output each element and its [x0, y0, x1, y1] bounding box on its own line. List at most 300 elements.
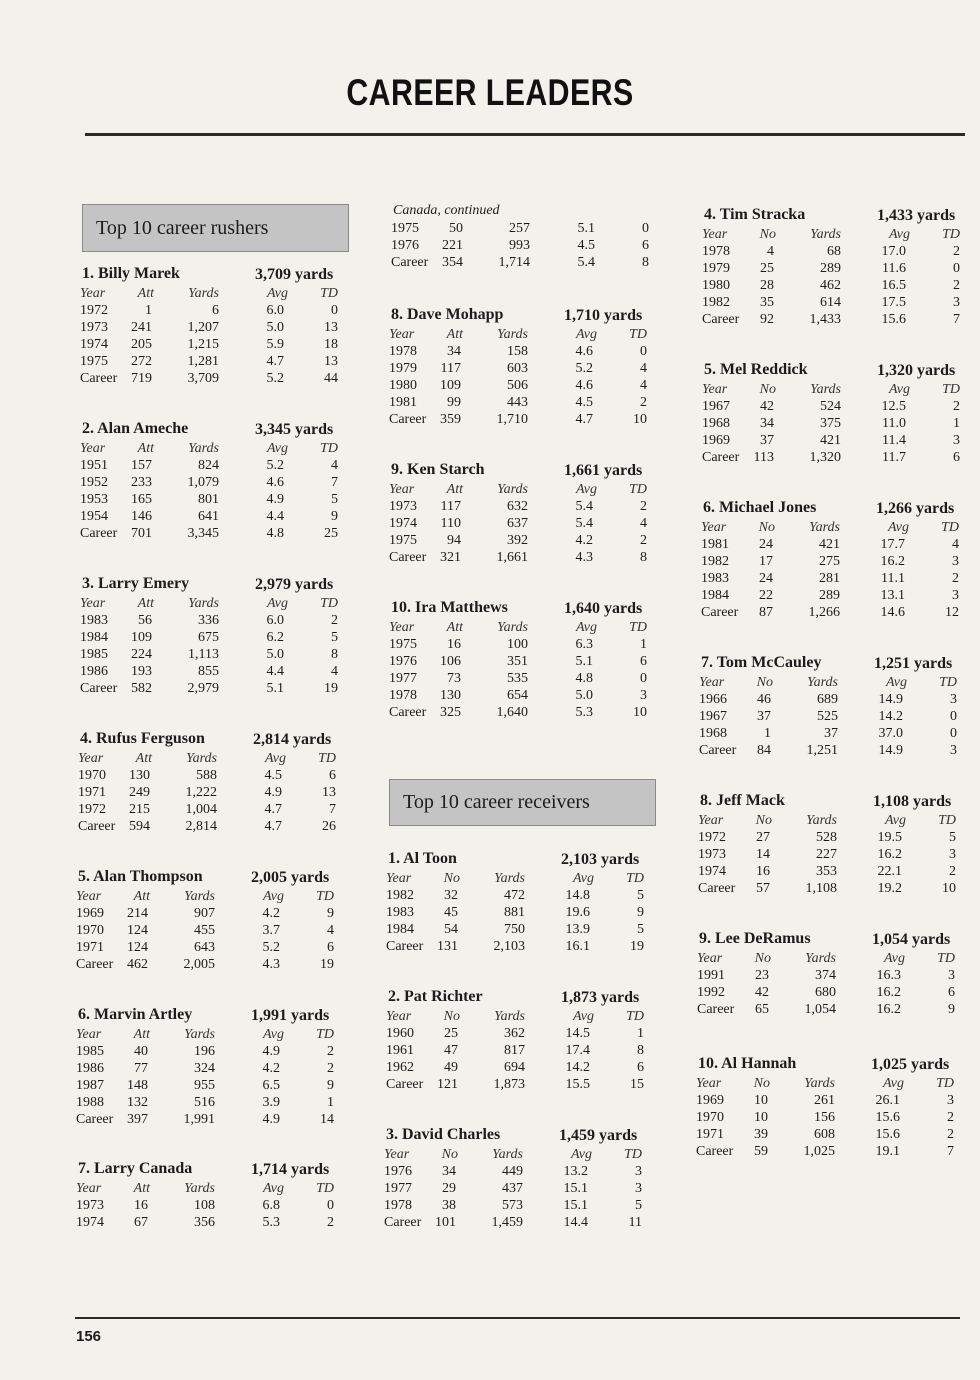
stat-cell: 205 [131, 337, 152, 353]
season-row [702, 432, 964, 449]
season-row [389, 515, 651, 532]
season-row [702, 243, 964, 260]
stat-cell: 1,222 [185, 785, 217, 801]
stat-cell: 1 [327, 1095, 334, 1111]
column-header: No [756, 675, 773, 690]
stat-cell: 4 [331, 664, 338, 680]
stat-cell: 9 [331, 509, 338, 525]
column-header-row [78, 750, 340, 767]
player-stat-block [386, 850, 648, 955]
stat-cell: 701 [131, 526, 152, 542]
stat-cell: 1,207 [187, 320, 219, 336]
stat-cell: 130 [440, 688, 461, 704]
stat-cell: 0 [640, 344, 647, 360]
stat-cell: 4.2 [262, 1061, 280, 1077]
player-name: 6. Marvin Artley [78, 1006, 193, 1023]
stat-cell: 1 [953, 416, 960, 432]
player-header [702, 361, 964, 381]
stat-cell: 5.3 [262, 1215, 280, 1231]
column-header: No [753, 1076, 770, 1091]
column-header: No [441, 1147, 458, 1162]
column-header: Avg [263, 1181, 284, 1196]
stat-cell: 719 [131, 371, 152, 387]
stat-cell: 1,215 [187, 337, 219, 353]
column-header-row [386, 1008, 648, 1025]
column-header: Yards [184, 889, 215, 904]
stat-cell: 4 [640, 516, 647, 532]
stat-cell: 1973 [76, 1198, 104, 1214]
column-header: TD [941, 520, 959, 535]
column-header: Att [135, 751, 152, 766]
stat-cell: 4.9 [266, 492, 284, 508]
stat-cell: Career [386, 939, 424, 955]
stat-cell: 249 [129, 785, 150, 801]
stat-cell: 4.2 [262, 906, 280, 922]
stat-cell: 3 [640, 688, 647, 704]
stat-cell: Career [389, 412, 427, 428]
stat-cell: 16.3 [876, 968, 901, 984]
stat-cell: 1979 [702, 261, 730, 277]
stat-cell: 4.7 [575, 412, 593, 428]
stat-cell: 1973 [389, 499, 417, 515]
stat-cell: 25 [760, 261, 774, 277]
stat-cell: 525 [817, 709, 838, 725]
stat-cell: 5.1 [577, 221, 595, 236]
season-row [384, 1197, 646, 1214]
column-header: Yards [807, 675, 838, 690]
stat-cell: 353 [816, 864, 837, 880]
stat-cell: 117 [440, 361, 461, 377]
stat-cell: 34 [760, 416, 774, 432]
column-header: TD [320, 286, 338, 301]
column-header: Att [137, 286, 154, 301]
stat-cell: 49 [444, 1060, 458, 1076]
stat-cell: 221 [442, 238, 463, 254]
column-header: TD [316, 1027, 334, 1042]
stat-cell: 5.0 [575, 688, 593, 704]
stat-cell: 22 [759, 588, 773, 604]
column-header: TD [318, 751, 336, 766]
stat-cell: 1 [764, 726, 771, 742]
stat-cell: 77 [134, 1061, 148, 1077]
stat-cell: 14.4 [563, 1215, 588, 1231]
stat-cell: 1971 [78, 785, 106, 801]
column-header: TD [320, 596, 338, 611]
player-name: 3. Larry Emery [82, 575, 190, 592]
stat-cell: 4.6 [575, 378, 593, 394]
stat-cell: 643 [194, 940, 215, 956]
stat-cell: 5 [637, 888, 644, 904]
stat-cell: 1977 [384, 1181, 412, 1197]
stat-cell: 289 [820, 261, 841, 277]
stat-cell: 130 [129, 768, 150, 784]
stat-cell: 1980 [702, 278, 730, 294]
player-name: 3. David Charles [386, 1126, 501, 1143]
stat-cell: 594 [129, 819, 150, 835]
stat-cell: 321 [440, 550, 461, 566]
stat-cell: 73 [447, 671, 461, 687]
column-header: Year [389, 327, 415, 342]
page-number: 156 [76, 1328, 102, 1345]
player-header [698, 792, 960, 812]
player-stat-block [389, 306, 651, 429]
stat-cell: 17.5 [881, 295, 906, 311]
stat-cell: 801 [198, 492, 219, 508]
stat-cell: 16.2 [877, 847, 902, 863]
stat-cell: Career [696, 1144, 734, 1160]
season-row [702, 260, 964, 277]
column-header: Avg [576, 327, 597, 342]
stat-cell: 65 [755, 1002, 769, 1018]
stat-cell: 241 [131, 320, 152, 336]
player-total-yards: 1,714 yards [251, 1161, 330, 1178]
stat-cell: 1,025 [803, 1144, 835, 1160]
stat-cell: 11.6 [882, 261, 906, 277]
stat-cell: 146 [131, 509, 152, 525]
column-header: Year [701, 520, 727, 535]
stat-cell: 2 [640, 499, 647, 515]
stat-cell: 5.4 [575, 499, 593, 515]
top-rule [85, 133, 965, 136]
stat-cell: 1972 [78, 802, 106, 818]
stat-cell: 362 [504, 1026, 525, 1042]
stat-cell: 17 [759, 554, 773, 570]
stat-cell: 275 [819, 554, 840, 570]
stat-cell: 214 [127, 906, 148, 922]
season-row [80, 508, 342, 525]
column-header: Att [446, 482, 463, 497]
column-header: Year [76, 889, 102, 904]
player-total-yards: 2,005 yards [251, 869, 330, 886]
stat-cell: 4.9 [262, 1044, 280, 1060]
player-header [701, 499, 963, 519]
career-total-row [702, 311, 964, 328]
column-header: TD [936, 1076, 954, 1091]
stat-cell: 1966 [699, 692, 727, 708]
stat-cell: 5.2 [266, 371, 284, 387]
stat-cell: 6.5 [262, 1078, 280, 1094]
stat-cell: 193 [131, 664, 152, 680]
stat-cell: 156 [814, 1110, 835, 1126]
stat-cell: 13 [324, 320, 338, 336]
stat-cell: 462 [820, 278, 841, 294]
column-header: Year [386, 1009, 412, 1024]
stat-cell: 84 [757, 743, 771, 759]
column-header: Yards [804, 1076, 835, 1091]
season-row [702, 415, 964, 432]
stat-cell: 608 [814, 1127, 835, 1143]
stat-cell: 4.7 [264, 819, 282, 835]
column-header: Avg [889, 227, 910, 242]
player-name: 9. Ken Starch [391, 461, 485, 478]
column-header-row [389, 619, 651, 636]
stat-cell: 817 [504, 1043, 525, 1059]
stat-cell: 100 [507, 637, 528, 653]
stat-cell: 13 [324, 354, 338, 370]
stat-cell: 3 [949, 847, 956, 863]
stat-cell: 26 [322, 819, 336, 835]
stat-cell: 1 [640, 637, 647, 653]
stat-cell: 1975 [389, 637, 417, 653]
stat-cell: 4.8 [266, 526, 284, 542]
stat-cell: 34 [442, 1164, 456, 1180]
stat-cell: 1988 [76, 1095, 104, 1111]
stat-cell: 4 [327, 923, 334, 939]
season-row [80, 646, 342, 663]
season-row [386, 887, 648, 904]
stat-cell: 196 [194, 1044, 215, 1060]
stat-cell: 1984 [386, 922, 414, 938]
player-total-yards: 1,054 yards [872, 931, 951, 948]
stat-cell: 15.1 [563, 1198, 588, 1214]
stat-cell: 7 [329, 802, 336, 818]
stat-cell: 6.0 [266, 303, 284, 319]
stat-cell: 3 [947, 1093, 954, 1109]
stat-cell: 421 [820, 433, 841, 449]
season-row [76, 905, 338, 922]
stat-cell: 11.7 [882, 450, 906, 466]
stat-cell: 18 [324, 337, 338, 353]
stat-cell: 5 [635, 1198, 642, 1214]
column-header-row [697, 950, 959, 967]
column-header: Yards [809, 520, 840, 535]
stat-cell: Career [699, 743, 737, 759]
season-row [389, 360, 651, 377]
stat-cell: 0 [331, 303, 338, 319]
column-header-row [696, 1075, 958, 1092]
career-total-row [699, 742, 961, 759]
stat-cell: 7 [947, 1144, 954, 1160]
stat-cell: 12.5 [881, 399, 906, 415]
season-row [389, 498, 651, 515]
column-header: TD [629, 327, 647, 342]
stat-cell: 4.9 [264, 785, 282, 801]
stat-cell: 1978 [384, 1198, 412, 1214]
player-name: 8. Jeff Mack [700, 792, 785, 809]
stat-cell: 12 [945, 605, 959, 621]
stat-cell: 1,873 [493, 1077, 525, 1093]
stat-cell: 45 [444, 905, 458, 921]
stat-cell: 1962 [386, 1060, 414, 1076]
stat-cell: 1971 [76, 940, 104, 956]
stat-cell: 29 [442, 1181, 456, 1197]
column-header: TD [629, 482, 647, 497]
stat-cell: Career [697, 1002, 735, 1018]
stat-cell: 1969 [76, 906, 104, 922]
season-row [697, 984, 959, 1001]
season-row [386, 1025, 648, 1042]
stat-cell: 1967 [699, 709, 727, 725]
stat-cell: 1991 [697, 968, 725, 984]
stat-cell: 2 [947, 1127, 954, 1143]
season-row [386, 1059, 648, 1076]
stat-cell: 46 [757, 692, 771, 708]
stat-cell: 227 [816, 847, 837, 863]
column-header: Yards [497, 482, 528, 497]
player-stat-block [389, 599, 651, 722]
stat-cell: 1983 [701, 571, 729, 587]
stat-cell: Career [702, 312, 740, 328]
stat-cell: 32 [444, 888, 458, 904]
stat-cell: 5 [331, 630, 338, 646]
column-header: TD [937, 951, 955, 966]
player-total-yards: 1,266 yards [876, 500, 955, 517]
stat-cell: 2 [947, 1110, 954, 1126]
season-row [696, 1109, 958, 1126]
column-header-row [76, 1026, 338, 1043]
stat-cell: 14.8 [565, 888, 590, 904]
column-header: Year [389, 482, 415, 497]
stat-cell: 4.4 [266, 509, 284, 525]
stat-cell: 24 [759, 571, 773, 587]
stat-cell: 582 [131, 681, 152, 697]
player-header [702, 206, 964, 226]
column-header: Att [133, 889, 150, 904]
stat-cell: 47 [444, 1043, 458, 1059]
stat-cell: 117 [440, 499, 461, 515]
stat-cell: 1,251 [806, 743, 838, 759]
stat-cell: 1983 [386, 905, 414, 921]
player-total-yards: 1,025 yards [871, 1056, 950, 1073]
column-header: TD [316, 889, 334, 904]
player-stat-block [696, 1055, 958, 1160]
stat-cell: 8 [637, 1043, 644, 1059]
player-header [386, 988, 648, 1008]
column-header: Year [697, 951, 723, 966]
stat-cell: 1985 [80, 647, 108, 663]
stat-cell: 1968 [699, 726, 727, 742]
stat-cell: 1986 [80, 664, 108, 680]
stat-cell: 694 [504, 1060, 525, 1076]
stat-cell: 1969 [696, 1093, 724, 1109]
column-header: Yards [805, 951, 836, 966]
career-total-row [697, 1001, 959, 1018]
career-total-row [702, 449, 964, 466]
stat-cell: 1,108 [805, 881, 837, 897]
player-name: 2. Pat Richter [388, 988, 483, 1005]
stat-cell: 5 [949, 830, 956, 846]
stat-cell: 6.0 [266, 613, 284, 629]
stat-cell: 16.2 [876, 985, 901, 1001]
season-row [80, 629, 342, 646]
player-name: 1. Billy Marek [82, 265, 180, 282]
column-header: Avg [267, 596, 288, 611]
stat-cell: 9 [327, 1078, 334, 1094]
career-total-row [80, 370, 342, 387]
stat-cell: 1,710 [496, 412, 528, 428]
player-stat-block [702, 206, 964, 329]
stat-cell: 42 [755, 985, 769, 1001]
stat-cell: 11.1 [881, 571, 905, 587]
stat-cell: 158 [507, 344, 528, 360]
player-total-yards: 1,873 yards [561, 989, 640, 1006]
column-header: Yards [810, 382, 841, 397]
stat-cell: 42 [760, 399, 774, 415]
column-header: Att [133, 1181, 150, 1196]
stat-cell: 1981 [389, 395, 417, 411]
stat-cell: 2 [953, 244, 960, 260]
stat-cell: 6.8 [262, 1198, 280, 1214]
stat-cell: 1978 [389, 344, 417, 360]
season-row [80, 612, 342, 629]
season-row [80, 663, 342, 680]
stat-cell: Career [391, 255, 429, 271]
season-row [76, 1197, 338, 1214]
column-header: Year [386, 871, 412, 886]
season-row [386, 904, 648, 921]
stat-cell: Career [698, 881, 736, 897]
season-row [80, 319, 342, 336]
stat-cell: 2,814 [185, 819, 217, 835]
career-total-row [76, 956, 338, 973]
season-row [389, 670, 651, 687]
player-header [386, 850, 648, 870]
player-header [384, 1126, 646, 1146]
season-row [701, 536, 963, 553]
stat-cell: 27 [756, 830, 770, 846]
season-row [389, 377, 651, 394]
stat-cell: 101 [435, 1215, 456, 1231]
player-stat-block [80, 265, 342, 388]
stat-cell: 4 [331, 458, 338, 474]
stat-cell: 392 [507, 533, 528, 549]
stat-cell: 15.6 [875, 1110, 900, 1126]
stat-cell: 5.4 [575, 516, 593, 532]
stat-cell: 56 [138, 613, 152, 629]
stat-cell: 1971 [696, 1127, 724, 1143]
player-total-yards: 1,661 yards [564, 462, 643, 479]
stat-cell: 1953 [80, 492, 108, 508]
stat-cell: 993 [509, 238, 530, 254]
stat-cell: 37 [824, 726, 838, 742]
stat-cell: 1985 [76, 1044, 104, 1060]
bottom-rule [75, 1317, 960, 1319]
stat-cell: 443 [507, 395, 528, 411]
career-total-row [384, 1214, 646, 1231]
stat-cell: 92 [760, 312, 774, 328]
season-row [389, 653, 651, 670]
stat-cell: 528 [816, 830, 837, 846]
stat-cell: 215 [129, 802, 150, 818]
column-header: Avg [263, 1027, 284, 1042]
stat-cell: 10 [633, 412, 647, 428]
column-header: Year [702, 227, 728, 242]
column-header: Year [698, 813, 724, 828]
player-total-yards: 3,709 yards [255, 266, 334, 283]
season-row [389, 532, 651, 549]
column-header-row [80, 285, 342, 302]
player-name: 4. Tim Stracka [704, 206, 806, 223]
column-header: Avg [883, 1076, 904, 1091]
stat-cell: 1,640 [496, 705, 528, 721]
column-header-row [76, 1180, 338, 1197]
stat-cell: 4 [640, 378, 647, 394]
stat-cell: Career [80, 681, 118, 697]
season-row [696, 1092, 958, 1109]
stat-cell: 13.1 [880, 588, 905, 604]
player-total-yards: 1,710 yards [564, 307, 643, 324]
player-stat-block [697, 930, 959, 1018]
player-name: 6. Michael Jones [703, 499, 817, 516]
stat-cell: 1979 [389, 361, 417, 377]
stat-cell: 16.1 [565, 939, 590, 955]
stat-cell: 131 [437, 939, 458, 955]
stat-cell: 19 [630, 939, 644, 955]
career-total-row [701, 604, 963, 621]
player-stat-block [78, 730, 340, 835]
stat-cell: 5.9 [266, 337, 284, 353]
season-row [698, 829, 960, 846]
